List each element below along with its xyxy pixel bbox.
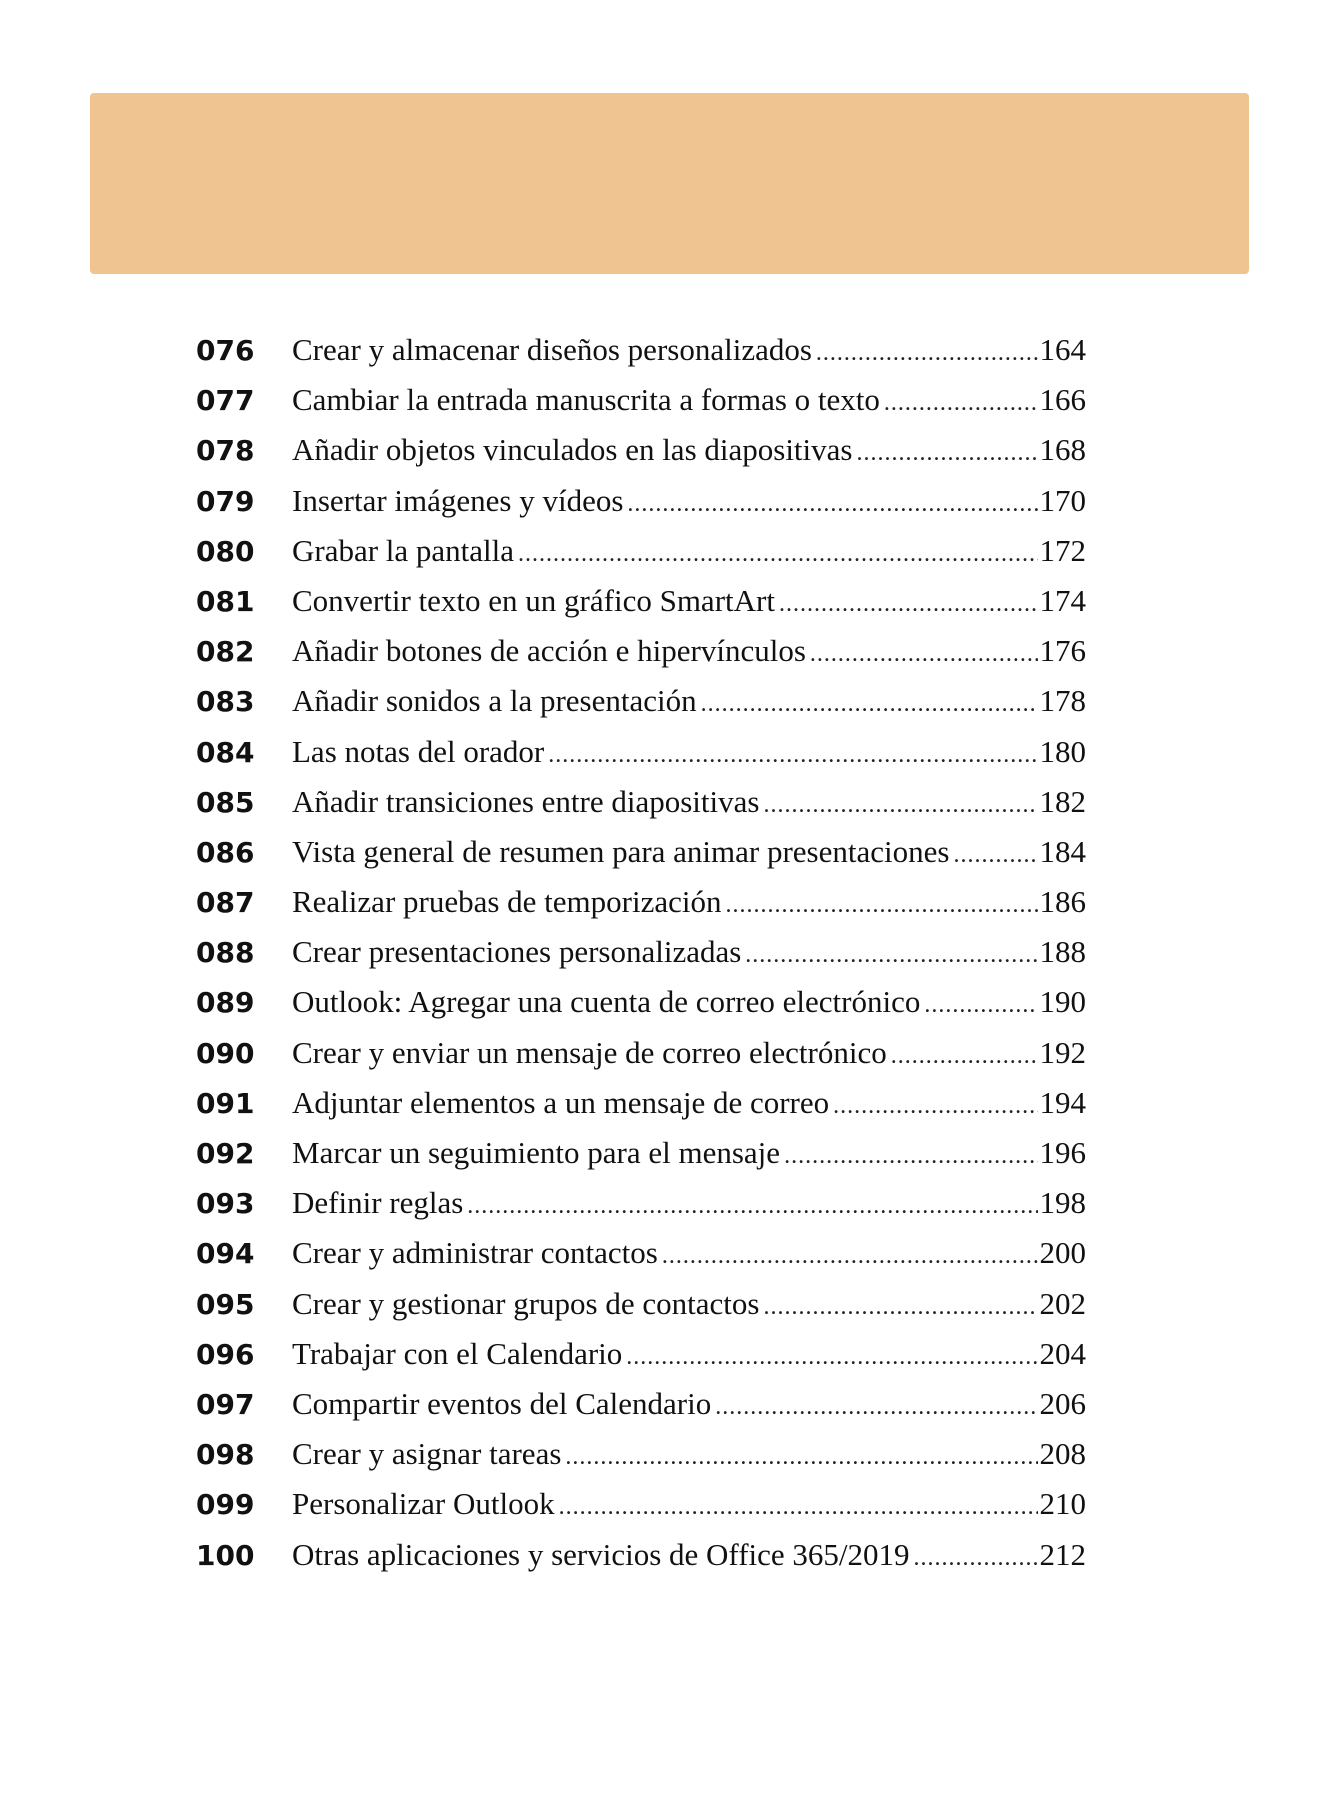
toc-entry[interactable] (196, 1436, 1086, 1486)
toc-entry-title: Insertar imágenes y vídeos (292, 482, 624, 518)
toc-dot-leader (884, 390, 1038, 417)
toc-entry-title: Añadir sonidos a la presentación (292, 683, 697, 719)
toc-dot-leader (891, 1043, 1038, 1070)
toc-entry[interactable] (196, 432, 1086, 482)
toc-entry-number: 096 (196, 1337, 255, 1371)
toc-entry-title: Grabar la pantalla (292, 532, 515, 568)
toc-entry-number: 076 (196, 334, 255, 367)
toc-entry-title: Cambiar la entrada manuscrita a formas o texto (292, 382, 880, 418)
toc-entry-number: 085 (196, 785, 255, 819)
toc-entry-page: 170 (1039, 482, 1086, 518)
toc-entry-number: 078 (196, 434, 255, 468)
toc-entry-title: Crear y gestionar grupos de contactos (292, 1285, 760, 1321)
toc-entry-page: 188 (1039, 934, 1086, 970)
toc-entry-title: Otras aplicaciones y servicios de Office 365/2019 (292, 1536, 910, 1572)
toc-dot-leader (953, 842, 1037, 869)
toc-entry[interactable] (196, 734, 1086, 784)
toc-entry[interactable] (196, 1185, 1086, 1235)
toc-entry-page: 174 (1039, 582, 1086, 618)
toc-entry-page: 212 (1039, 1536, 1086, 1572)
toc-entry-title: Trabajar con el Calendario (292, 1335, 623, 1371)
toc-entry-page: 190 (1039, 984, 1086, 1020)
toc-entry[interactable] (196, 683, 1086, 733)
toc-entry-number: 081 (196, 584, 255, 618)
toc-entry-page: 204 (1039, 1335, 1086, 1371)
toc-dot-leader (565, 1444, 1037, 1471)
toc-dot-leader (816, 340, 1038, 367)
toc-dot-leader (763, 1294, 1037, 1321)
toc-entry-title: Realizar pruebas de temporización (292, 884, 722, 920)
toc-entry[interactable] (196, 934, 1086, 984)
toc-entry-number: 090 (196, 1036, 255, 1070)
toc-entry-number: 095 (196, 1287, 255, 1321)
toc-entry-number: 097 (196, 1387, 255, 1421)
toc-dot-leader (627, 491, 1037, 518)
toc-dot-leader (715, 1394, 1037, 1421)
toc-entry-page: 206 (1039, 1385, 1086, 1421)
toc-entry-title: Crear presentaciones personalizadas (292, 934, 742, 970)
toc-dot-leader (779, 591, 1038, 618)
toc-entry[interactable] (196, 1336, 1086, 1386)
header-band (90, 93, 1249, 274)
toc-entry-number: 087 (196, 886, 255, 920)
table-of-contents (196, 332, 1086, 1587)
toc-dot-leader (662, 1243, 1038, 1270)
toc-entry[interactable] (196, 533, 1086, 583)
toc-entry-page: 200 (1039, 1235, 1086, 1271)
toc-entry-title: Crear y administrar contactos (292, 1235, 658, 1271)
toc-entry-page: 186 (1039, 884, 1086, 920)
toc-entry-title: Adjuntar elementos a un mensaje de correo (292, 1084, 830, 1120)
toc-entry[interactable] (196, 633, 1086, 683)
toc-dot-leader (559, 1494, 1038, 1521)
toc-entry-page: 164 (1039, 332, 1086, 367)
toc-entry-number: 084 (196, 735, 255, 769)
toc-dot-leader (914, 1545, 1038, 1572)
toc-entry-number: 093 (196, 1187, 255, 1221)
toc-dot-leader (856, 440, 1037, 467)
toc-entry-page: 184 (1039, 833, 1086, 869)
toc-entry[interactable] (196, 984, 1086, 1034)
toc-dot-leader (726, 892, 1038, 919)
toc-entry-title: Compartir eventos del Calendario (292, 1385, 712, 1421)
toc-dot-leader (810, 641, 1038, 668)
toc-entry-title: Outlook: Agregar una cuenta de correo electrónico (292, 984, 921, 1020)
toc-entry[interactable] (196, 1286, 1086, 1336)
toc-entry-number: 082 (196, 635, 255, 669)
toc-dot-leader (745, 942, 1037, 969)
toc-entry-number: 094 (196, 1237, 255, 1271)
toc-entry[interactable] (196, 1085, 1086, 1135)
toc-dot-leader (701, 691, 1038, 718)
toc-entry-title: Crear y enviar un mensaje de correo electrónico (292, 1034, 887, 1070)
toc-entry[interactable] (196, 1035, 1086, 1085)
toc-entry-number: 083 (196, 685, 255, 719)
toc-entry-title: Añadir transiciones entre diapositivas (292, 783, 760, 819)
toc-entry[interactable] (196, 332, 1086, 382)
toc-entry-page: 208 (1039, 1436, 1086, 1472)
toc-entry-number: 089 (196, 986, 255, 1020)
toc-dot-leader (518, 541, 1037, 568)
toc-dot-leader (784, 1143, 1037, 1170)
toc-entry-page: 192 (1039, 1034, 1086, 1070)
toc-entry[interactable] (196, 1135, 1086, 1185)
toc-entry[interactable] (196, 1386, 1086, 1436)
toc-entry-page: 196 (1039, 1135, 1086, 1170)
toc-entry-number: 092 (196, 1137, 255, 1170)
toc-entry-page: 166 (1039, 382, 1086, 418)
toc-dot-leader (467, 1193, 1037, 1220)
toc-entry[interactable] (196, 884, 1086, 934)
toc-entry-number: 100 (196, 1538, 255, 1572)
toc-entry-number: 086 (196, 835, 255, 869)
toc-entry-page: 180 (1039, 733, 1086, 769)
toc-dot-leader (763, 792, 1037, 819)
toc-entry-title: Vista general de resumen para animar presentaciones (292, 833, 950, 869)
toc-entry-title: Añadir botones de acción e hipervínculos (292, 633, 806, 669)
toc-entry-page: 178 (1039, 683, 1086, 719)
toc-entry-title: Las notas del orador (292, 733, 545, 769)
toc-entry-page: 210 (1039, 1486, 1086, 1522)
toc-entry-number: 091 (196, 1086, 255, 1120)
toc-entry-page: 172 (1039, 532, 1086, 568)
toc-dot-leader (626, 1344, 1037, 1371)
toc-entry-page: 194 (1039, 1084, 1086, 1120)
toc-entry-title: Crear y almacenar diseños personalizados (292, 332, 812, 367)
toc-entry[interactable] (196, 583, 1086, 633)
toc-entry[interactable] (196, 382, 1086, 432)
toc-dot-leader (833, 1093, 1037, 1120)
toc-entry-number: 079 (196, 484, 255, 518)
toc-entry-number: 099 (196, 1488, 255, 1522)
toc-entry-number: 098 (196, 1438, 255, 1472)
toc-entry-number: 077 (196, 384, 255, 418)
toc-entry[interactable] (196, 1537, 1086, 1587)
toc-entry-number: 088 (196, 936, 255, 970)
toc-entry-title: Definir reglas (292, 1185, 464, 1221)
toc-entry-title: Añadir objetos vinculados en las diapositivas (292, 432, 853, 468)
toc-entry[interactable] (196, 1486, 1086, 1536)
toc-entry[interactable] (196, 1235, 1086, 1285)
toc-entry[interactable] (196, 834, 1086, 884)
toc-entry-title: Crear y asignar tareas (292, 1436, 562, 1472)
toc-entry-page: 198 (1039, 1185, 1086, 1221)
toc-dot-leader (924, 992, 1037, 1019)
toc-entry[interactable] (196, 483, 1086, 533)
toc-entry-title: Marcar un seguimiento para el mensaje (292, 1135, 781, 1170)
toc-entry-number: 080 (196, 534, 255, 568)
toc-entry-page: 202 (1039, 1285, 1086, 1321)
toc-entry-page: 182 (1039, 783, 1086, 819)
toc-entry[interactable] (196, 784, 1086, 834)
toc-entry-title: Personalizar Outlook (292, 1486, 555, 1522)
toc-entry-title: Convertir texto en un gráfico SmartArt (292, 582, 775, 618)
toc-dot-leader (548, 742, 1037, 769)
toc-entry-page: 168 (1039, 432, 1086, 468)
toc-entry-page: 176 (1039, 633, 1086, 669)
